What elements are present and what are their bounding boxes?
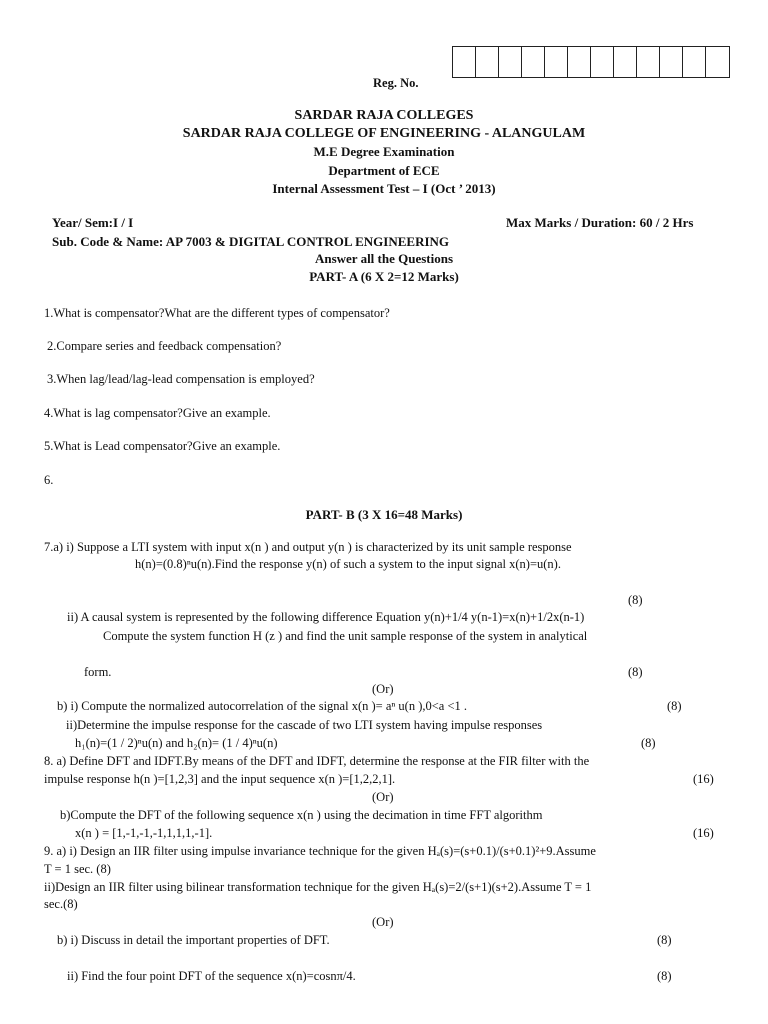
q7a-ii-marks: (8) <box>628 665 643 679</box>
q9b-ii-marks: (8) <box>657 969 672 983</box>
q8a-marks: (16) <box>693 772 714 786</box>
or-separator-3: (Or) <box>372 915 394 929</box>
max-marks: Max Marks / Duration: 60 / 2 Hrs <box>506 215 694 230</box>
q7a-ii-line3: form. <box>84 665 112 679</box>
question-2: 2.Compare series and feedback compensation? <box>47 339 282 353</box>
q9b-i: b) i) Discuss in detail the important properties of DFT. <box>57 933 330 947</box>
college-name: SARDAR RAJA COLLEGE OF ENGINEERING - ALANGULAM <box>182 126 586 141</box>
q9a-i-line2: T = 1 sec. (8) <box>44 862 111 876</box>
q7b-ii-line1: ii)Determine the impulse response for the cascade of two LTI system having impulse responses <box>66 718 543 732</box>
reg-no-label: Reg. No. <box>373 76 419 90</box>
question-5: 5.What is Lead compensator?Give an example. <box>44 439 281 453</box>
q7a-ii-line1: ii) A causal system is represented by the following difference Equation y(n)+1/4 y(n-1)=x(n)+1/2x(n-1) <box>67 610 585 624</box>
q9b-ii: ii) Find the four point DFT of the sequence x(n)=cosnπ/4. <box>67 969 356 983</box>
q8a-line1: 8. a) Define DFT and IDFT.By means of the DFT and IDFT, determine the response at the FIR filter with the <box>44 754 590 768</box>
subject: Sub. Code & Name: AP 7003 & DIGITAL CONTROL ENGINEERING <box>52 234 450 249</box>
question-6: 6. <box>44 473 54 487</box>
q7a-i-line1: 7.a) i) Suppose a LTI system with input x(n ) and output y(n ) is characterized by its unit sample response <box>44 540 572 554</box>
exam-title: M.E Degree Examination <box>313 144 455 159</box>
q8a-line2: impulse response h(n )=[1,2,3] and the input sequence x(n )=[1,2,2,1]. <box>44 772 396 786</box>
instruction: Answer all the Questions <box>314 251 454 266</box>
part-a-title: PART- A (6 X 2=12 Marks) <box>309 269 459 284</box>
part-b-title: PART- B (3 X 16=48 Marks) <box>305 507 463 522</box>
department: Department of ECE <box>328 163 440 178</box>
q7a-i-marks: (8) <box>628 593 643 607</box>
q7b-i: b) i) Compute the normalized autocorrelation of the signal x(n )= aⁿ u(n ),0<a <1 . <box>57 699 468 713</box>
q9a-i-line1: 9. a) i) Design an IIR filter using impulse invariance technique for the given Hₐ(s)=(s+0.1)/(s+0.1)²+9.Assume <box>44 844 596 858</box>
q7a-i-line2: h(n)=(0.8)ⁿu(n).Find the response y(n) of such a system to the input signal x(n)=u(n). <box>135 557 561 571</box>
test-title: Internal Assessment Test – I (Oct ’ 2013) <box>272 181 496 196</box>
q7a-ii-line2: Compute the system function H (z ) and find the unit sample response of the system in analytical <box>103 629 588 643</box>
q7b-ii-line2: h₁(n)=(1 / 2)ⁿu(n) and h₂(n)= (1 / 4)ⁿu(n) <box>75 736 278 750</box>
question-3: 3.When lag/lead/lag-lead compensation is employed? <box>47 372 315 386</box>
q8b-line1: b)Compute the DFT of the following sequence x(n ) using the decimation in time FFT algorithm <box>60 808 543 822</box>
college-group: SARDAR RAJA COLLEGES <box>294 108 474 123</box>
q9b-i-marks: (8) <box>657 933 672 947</box>
q8b-marks: (16) <box>693 826 714 840</box>
q7b-ii-marks: (8) <box>641 736 656 750</box>
question-1: 1.What is compensator?What are the different types of compensator? <box>44 306 390 320</box>
year-sem: Year/ Sem:I / I <box>52 215 134 230</box>
q9a-ii-line2: sec.(8) <box>44 897 78 911</box>
q9a-ii-line1: ii)Design an IIR filter using bilinear transformation technique for the given Hₐ(s)=2/(s+1)(s+2).Assume T = 1 <box>44 880 592 894</box>
reg-number-boxes <box>452 46 730 78</box>
or-separator-2: (Or) <box>372 790 394 804</box>
or-separator-1: (Or) <box>372 682 394 696</box>
q7b-i-marks: (8) <box>667 699 682 713</box>
question-4: 4.What is lag compensator?Give an example. <box>44 406 271 420</box>
q8b-line2: x(n ) = [1,-1,-1,-1,1,1,1,-1]. <box>75 826 213 840</box>
